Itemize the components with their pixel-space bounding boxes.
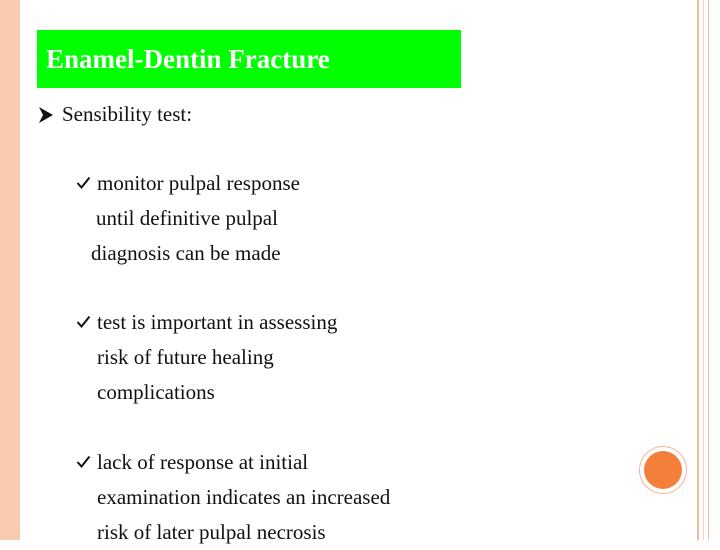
sub-bullet-1-text-1: monitor pulpal response — [97, 171, 300, 195]
left-border-band — [0, 0, 20, 540]
slide-title: Enamel-Dentin Fracture — [46, 43, 330, 74]
sub-bullet-3-text-1: lack of response at initial — [97, 450, 309, 474]
sub-bullet-1-line-3: diagnosis can be made — [91, 241, 281, 265]
checkmark-icon — [76, 314, 91, 329]
right-border-rule — [697, 0, 699, 540]
arrow-bullet-icon — [38, 106, 54, 124]
right-border-rule-inner — [708, 0, 709, 540]
accent-dot-fill — [644, 451, 682, 489]
sub-bullet-3 — [76, 445, 390, 550]
sub-bullet-2-line-1 — [76, 305, 337, 340]
right-border-rule-thin — [703, 0, 704, 540]
sub-bullet-3-line-1 — [76, 445, 390, 480]
sub-bullet-1-line-1 — [76, 166, 300, 201]
checkmark-icon — [76, 175, 91, 190]
sub-bullet-3-line-2: examination indicates an increased — [97, 485, 391, 509]
accent-dot-icon — [640, 447, 686, 493]
sub-bullet-2 — [76, 305, 337, 410]
title-bar — [37, 30, 461, 88]
main-bullet — [38, 102, 192, 127]
sub-bullet-1 — [76, 166, 300, 271]
checkmark-icon — [76, 454, 91, 469]
sub-bullet-3-line-3: risk of later pulpal necrosis — [97, 520, 326, 544]
sub-bullet-2-line-2: risk of future healing — [97, 345, 274, 369]
main-bullet-text: Sensibility test: — [62, 102, 193, 126]
sub-bullet-1-line-2: until definitive pulpal — [96, 206, 278, 230]
sub-bullet-2-text-1: test is important in assessing — [97, 310, 338, 334]
sub-bullet-2-line-3: complications — [97, 380, 215, 404]
